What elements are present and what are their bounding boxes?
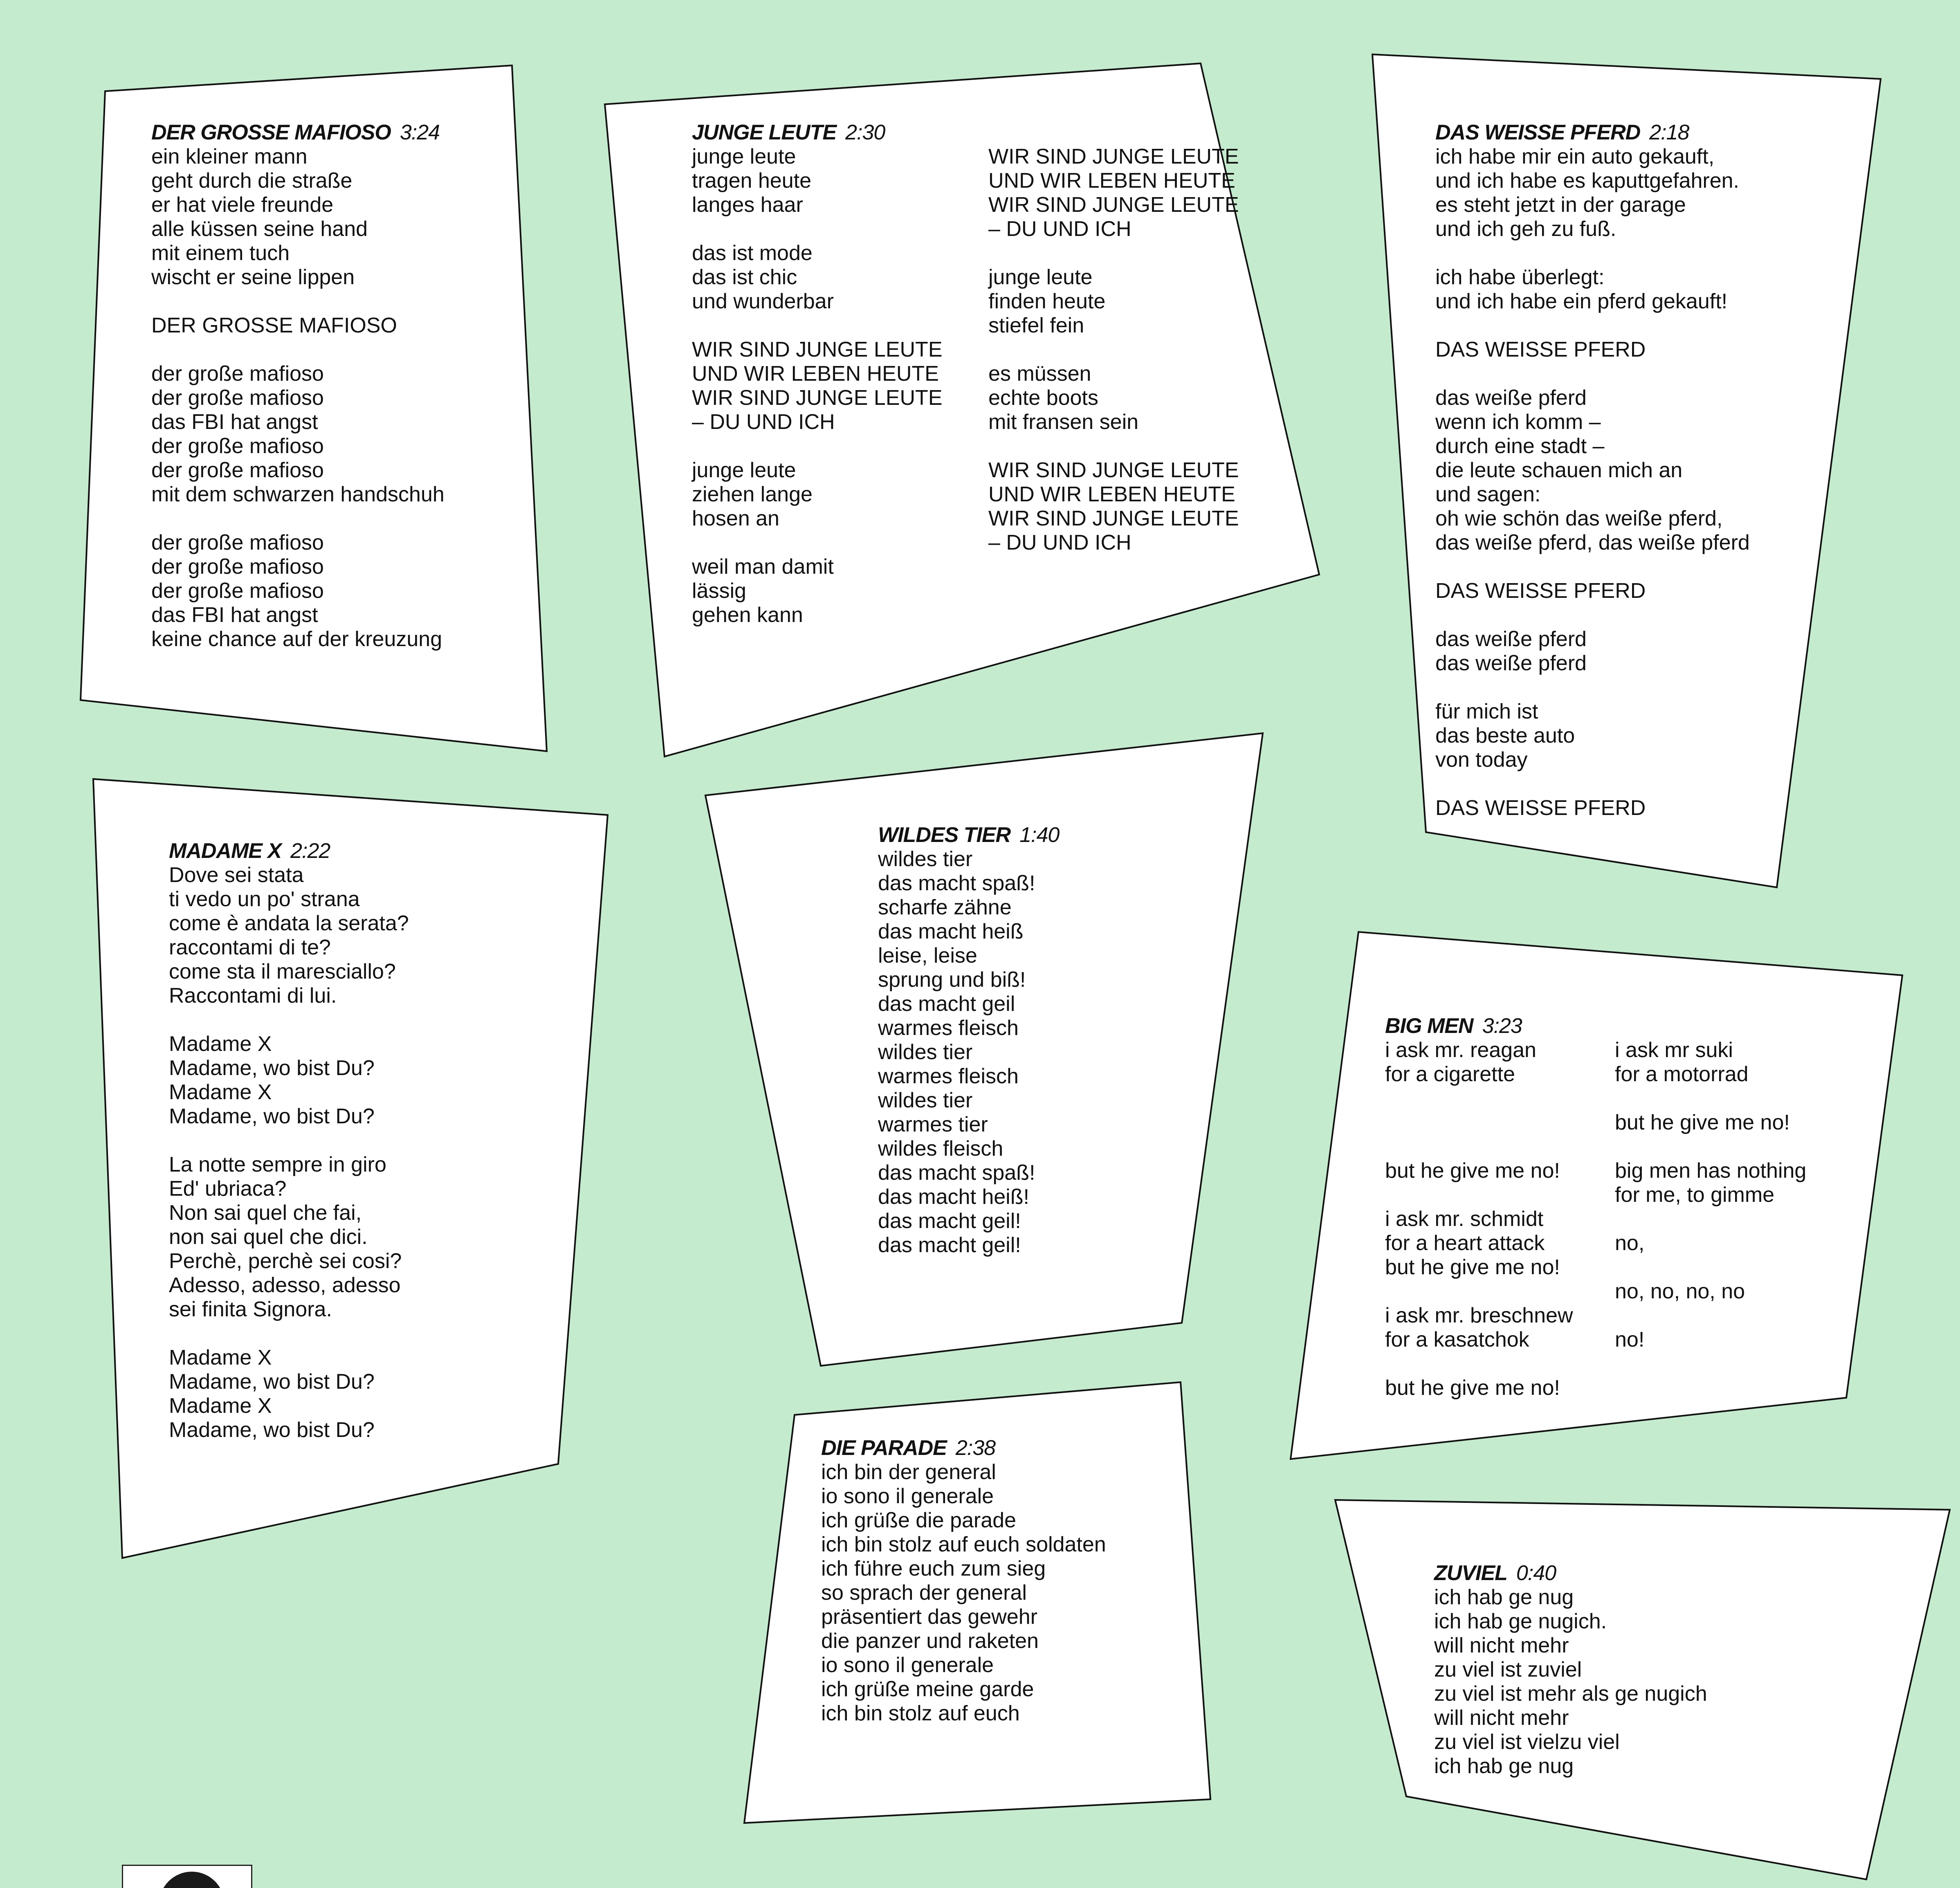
stanza bbox=[1615, 1328, 1806, 1352]
lyric-line: i ask mr. reagan bbox=[1385, 1038, 1536, 1062]
lyric-line: mit dem schwarzen handschuh bbox=[151, 483, 445, 506]
lyric-line: er hat viele freunde bbox=[151, 193, 334, 217]
song-title bbox=[878, 823, 1059, 847]
lyric-line: wildes fleisch bbox=[878, 1137, 1004, 1161]
record-label-logo bbox=[122, 1865, 252, 1888]
lyric-line: i ask mr suki bbox=[1615, 1038, 1733, 1062]
lyric-line: der große mafioso bbox=[151, 434, 324, 458]
lyric-line: ich grüße die parade bbox=[821, 1509, 1016, 1532]
stanza bbox=[1615, 1159, 1806, 1207]
lyric-line: der große mafioso bbox=[151, 579, 324, 603]
lyric-line: durch eine stadt – bbox=[1435, 434, 1605, 458]
lyric-line: der große mafioso bbox=[151, 458, 324, 482]
lyric-column bbox=[878, 847, 1035, 1257]
stanza bbox=[1435, 145, 1750, 241]
song-title bbox=[821, 1436, 995, 1460]
stanza bbox=[1615, 1038, 1806, 1087]
lyric-line: das ist chic bbox=[692, 265, 797, 289]
stanza bbox=[1385, 1111, 1573, 1135]
lyric-line: but he give me no! bbox=[1385, 1376, 1560, 1400]
lyric-line: von today bbox=[1435, 748, 1528, 772]
lyric-column bbox=[169, 863, 409, 1442]
stanza bbox=[1385, 1159, 1573, 1183]
song-duration: 2:22 bbox=[290, 839, 330, 863]
lyric-line: zu viel ist mehr als ge nugich bbox=[1434, 1682, 1707, 1706]
song-title bbox=[1435, 121, 1689, 145]
lyric-line: ich grüße meine garde bbox=[821, 1677, 1034, 1701]
stanza bbox=[151, 531, 445, 651]
lyric-line: und sagen: bbox=[1435, 483, 1541, 506]
lyric-line: und ich geh zu fuß. bbox=[1435, 217, 1616, 241]
song-title-text: BIG MEN bbox=[1385, 1014, 1473, 1038]
lyric-line: warmes fleisch bbox=[878, 1064, 1019, 1088]
lyric-line: echte boots bbox=[988, 386, 1098, 410]
lyric-line: das macht geil! bbox=[878, 1233, 1021, 1257]
song-junge-leute bbox=[692, 121, 1239, 651]
lyric-line: der große mafioso bbox=[151, 555, 324, 579]
lyric-line: wildes tier bbox=[878, 1040, 973, 1064]
lyric-line: leise, leise bbox=[878, 944, 977, 968]
lyric-line: weil man damit bbox=[692, 555, 834, 579]
lyric-line: – DU UND ICH bbox=[988, 531, 1132, 555]
stanza bbox=[988, 362, 1239, 434]
lyric-line: Non sai quel che fai, bbox=[169, 1201, 362, 1225]
lyric-line: junge leute bbox=[692, 145, 796, 168]
song-title-text: ZUVIEL bbox=[1434, 1561, 1507, 1585]
lyric-line: DER GROSSE MAFIOSO bbox=[151, 314, 397, 337]
stanza bbox=[692, 241, 943, 314]
stanza bbox=[169, 1032, 409, 1129]
song-title-text: DAS WEISSE PFERD bbox=[1435, 121, 1641, 144]
lyric-line: will nicht mehr bbox=[1434, 1634, 1569, 1657]
lyric-line: mit fransen sein bbox=[988, 410, 1139, 434]
song-duration: 3:23 bbox=[1482, 1014, 1522, 1038]
lyric-line: warmes tier bbox=[878, 1113, 988, 1136]
lyric-line: Adesso, adesso, adesso bbox=[169, 1273, 401, 1297]
lyric-column bbox=[151, 145, 445, 651]
lyric-line: alle küssen seine hand bbox=[151, 217, 368, 241]
lyric-line: for a heart attack bbox=[1385, 1231, 1545, 1255]
song-title-text: JUNGE LEUTE bbox=[692, 121, 837, 144]
lyric-line: wildes tier bbox=[878, 1089, 973, 1112]
lyric-line: come è andata la serata? bbox=[169, 911, 409, 935]
song-duration: 1:40 bbox=[1019, 823, 1060, 847]
song-title bbox=[169, 839, 330, 863]
lyric-line: präsentiert das gewehr bbox=[821, 1605, 1037, 1629]
lyric-line: wildes tier bbox=[878, 847, 973, 871]
lyric-line: der große mafioso bbox=[151, 362, 324, 386]
lyric-line: wenn ich komm – bbox=[1435, 410, 1601, 434]
song-die-parade bbox=[821, 1436, 1106, 1750]
lyric-line: for a kasatchok bbox=[1385, 1328, 1529, 1351]
lyric-line: das beste auto bbox=[1435, 724, 1575, 748]
lyric-line: junge leute bbox=[692, 458, 796, 482]
lyric-line: for a motorrad bbox=[1615, 1062, 1749, 1086]
lyric-line: oh wie schön das weiße pferd, bbox=[1435, 507, 1723, 530]
lyric-line: UND WIR LEBEN HEUTE bbox=[988, 169, 1235, 193]
song-duration: 2:38 bbox=[955, 1436, 996, 1460]
stanza bbox=[692, 338, 943, 434]
lyric-line: non sai quel che dici. bbox=[169, 1225, 368, 1249]
stanza bbox=[1385, 1376, 1573, 1400]
lyric-column bbox=[1385, 1038, 1573, 1400]
lyric-line: das weiße pferd bbox=[1435, 651, 1587, 675]
song-zuviel bbox=[1434, 1561, 1707, 1803]
stanza bbox=[1385, 1038, 1573, 1087]
song-lyrics bbox=[151, 145, 445, 676]
stanza bbox=[1434, 1585, 1707, 1778]
song-das-weisse-pferd bbox=[1435, 121, 1750, 844]
lyric-line: es müssen bbox=[988, 362, 1091, 386]
lyric-line: der große mafioso bbox=[151, 531, 324, 555]
lyric-line: ich bin stolz auf euch soldaten bbox=[821, 1533, 1106, 1556]
lyric-line: WIR SIND JUNGE LEUTE bbox=[692, 386, 943, 410]
lyric-line: das ist mode bbox=[692, 241, 813, 265]
lyric-line: das weiße pferd bbox=[1435, 386, 1587, 410]
lyric-line: Madame, wo bist Du? bbox=[169, 1418, 375, 1442]
lyric-line: das macht spaß! bbox=[878, 871, 1035, 895]
lyric-line: big men has nothing bbox=[1615, 1159, 1807, 1183]
lyric-line: stiefel fein bbox=[988, 314, 1084, 337]
song-lyrics bbox=[1434, 1585, 1707, 1803]
lyric-line: warmes fleisch bbox=[878, 1016, 1019, 1040]
lyric-line: Perchè, perchè sei cosi? bbox=[169, 1249, 402, 1273]
song-wildes-tier bbox=[878, 823, 1059, 1282]
stanza bbox=[878, 847, 1035, 1257]
lyric-line: geht durch die straße bbox=[151, 169, 352, 193]
lyric-line: WIR SIND JUNGE LEUTE bbox=[988, 458, 1239, 482]
lyric-line: ziehen lange bbox=[692, 483, 813, 506]
lyric-line: wischt er seine lippen bbox=[151, 265, 355, 289]
stanza bbox=[988, 458, 1239, 555]
lyric-line: das weiße pferd, das weiße pferd bbox=[1435, 531, 1750, 555]
stanza bbox=[988, 265, 1239, 338]
lyric-line: i ask mr. breschnew bbox=[1385, 1304, 1573, 1327]
song-duration: 2:18 bbox=[1649, 121, 1689, 144]
lyric-line: ich hab ge nug bbox=[1434, 1754, 1574, 1778]
stanza bbox=[821, 1460, 1106, 1726]
lyric-line: das macht heiß! bbox=[878, 1185, 1029, 1209]
lyric-line: io sono il generale bbox=[821, 1484, 994, 1508]
song-duration: 0:40 bbox=[1516, 1561, 1556, 1585]
lyric-line: Ed' ubriaca? bbox=[169, 1177, 287, 1201]
song-lyrics bbox=[821, 1460, 1106, 1750]
lyric-line: so sprach der general bbox=[821, 1581, 1027, 1605]
lyric-line: ich hab ge nugich. bbox=[1434, 1610, 1607, 1633]
stanza bbox=[169, 1346, 409, 1442]
lyric-line: tragen heute bbox=[692, 169, 812, 193]
song-title-text: DER GROSSE MAFIOSO bbox=[151, 121, 391, 144]
lyric-line: keine chance auf der kreuzung bbox=[151, 627, 442, 651]
lyric-line: WIR SIND JUNGE LEUTE bbox=[988, 507, 1239, 530]
lyric-line: ich hab ge nug bbox=[1434, 1585, 1574, 1609]
stanza bbox=[1385, 1304, 1573, 1352]
lyric-line: mit einem tuch bbox=[151, 241, 290, 265]
stanza bbox=[1435, 579, 1750, 603]
lyric-line: das macht spaß! bbox=[878, 1161, 1035, 1185]
lyric-line: es steht jetzt in der garage bbox=[1435, 193, 1686, 217]
lyric-line: gehen kann bbox=[692, 603, 803, 627]
lyric-line: no! bbox=[1615, 1328, 1645, 1351]
lyric-line: io sono il generale bbox=[821, 1653, 994, 1677]
lyric-line: sei finita Signora. bbox=[169, 1298, 332, 1321]
lyric-line: La notte sempre in giro bbox=[169, 1153, 386, 1176]
song-title-text: DIE PARADE bbox=[821, 1436, 947, 1460]
lyric-line: die leute schauen mich an bbox=[1435, 458, 1683, 482]
song-lyrics bbox=[692, 145, 1239, 651]
lyric-line: will nicht mehr bbox=[1434, 1706, 1569, 1730]
lyric-line: Madame X bbox=[169, 1346, 272, 1369]
stanza bbox=[988, 145, 1239, 241]
lyric-line: but he give me no! bbox=[1615, 1111, 1790, 1134]
lyric-line: ich bin der general bbox=[821, 1460, 996, 1484]
lyric-line: ich führe euch zum sieg bbox=[821, 1557, 1046, 1580]
lyric-line: junge leute bbox=[988, 265, 1093, 289]
lyric-column bbox=[1615, 1038, 1806, 1352]
song-lyrics bbox=[878, 847, 1059, 1282]
lyric-line: finden heute bbox=[988, 290, 1106, 313]
lyric-line: für mich ist bbox=[1435, 700, 1538, 723]
song-lyrics bbox=[1435, 145, 1750, 844]
lyric-line: langes haar bbox=[692, 193, 803, 217]
lyric-line: Raccontami di lui. bbox=[169, 984, 337, 1008]
lyric-line: und ich habe es kaputtgefahren. bbox=[1435, 169, 1740, 193]
song-duration: 3:24 bbox=[400, 121, 440, 144]
stanza bbox=[1435, 265, 1750, 314]
lyric-line: das macht heiß bbox=[878, 920, 1024, 943]
stanza bbox=[1435, 627, 1750, 676]
lyric-line: die panzer und raketen bbox=[821, 1629, 1039, 1653]
lyric-line: no, bbox=[1615, 1231, 1645, 1255]
lyric-line: but he give me no! bbox=[1385, 1255, 1560, 1279]
lyric-line: – DU UND ICH bbox=[692, 410, 835, 434]
song-duration: 2:30 bbox=[845, 121, 885, 144]
stanza bbox=[692, 555, 943, 627]
song-title-text: MADAME X bbox=[169, 839, 282, 863]
lyric-line: und ich habe ein pferd gekauft! bbox=[1435, 290, 1728, 313]
lyric-line: das macht geil! bbox=[878, 1209, 1021, 1233]
lyric-line: zu viel ist vielzu viel bbox=[1434, 1730, 1620, 1754]
lyric-line: sprung und biß! bbox=[878, 968, 1026, 992]
lyric-line: Madame X bbox=[169, 1394, 272, 1418]
lyric-column bbox=[1434, 1585, 1707, 1778]
stanza bbox=[1615, 1280, 1806, 1304]
lyric-line: hosen an bbox=[692, 507, 779, 530]
stanza bbox=[169, 863, 409, 1008]
lyric-line: no, no, no, no bbox=[1615, 1280, 1745, 1303]
stanza bbox=[692, 458, 943, 531]
song-big-men bbox=[1385, 1014, 1807, 1424]
lyric-line: Madame X bbox=[169, 1032, 272, 1056]
panel-big-men bbox=[1291, 932, 1902, 1459]
stanza bbox=[1385, 1207, 1573, 1280]
lyric-line: ein kleiner mann bbox=[151, 145, 308, 168]
lyric-line: Madame, wo bist Du? bbox=[169, 1370, 375, 1394]
song-lyrics bbox=[1385, 1038, 1807, 1424]
stanza bbox=[151, 145, 445, 290]
lyric-column bbox=[821, 1460, 1106, 1726]
lyric-line: das macht geil bbox=[878, 992, 1015, 1016]
lyric-line: UND WIR LEBEN HEUTE bbox=[988, 483, 1235, 506]
lyric-line: Madame X bbox=[169, 1080, 272, 1104]
lyric-line: DAS WEISSE PFERD bbox=[1435, 796, 1646, 820]
stanza bbox=[151, 362, 445, 507]
stanza bbox=[1615, 1111, 1806, 1135]
stanza bbox=[1435, 700, 1750, 772]
lyric-line: for a cigarette bbox=[1385, 1062, 1515, 1086]
lyric-line: zu viel ist zuviel bbox=[1434, 1658, 1582, 1681]
lyric-line: ich habe mir ein auto gekauft, bbox=[1435, 145, 1715, 168]
lyric-line: Dove sei stata bbox=[169, 863, 304, 887]
song-title-text: WILDES TIER bbox=[878, 823, 1011, 847]
lyric-line: come sta il maresciallo? bbox=[169, 960, 396, 983]
lyric-line: raccontami di te? bbox=[169, 936, 331, 959]
lyric-line: i ask mr. schmidt bbox=[1385, 1207, 1544, 1231]
lyric-line: UND WIR LEBEN HEUTE bbox=[692, 362, 939, 386]
lyric-line: WIR SIND JUNGE LEUTE bbox=[988, 145, 1239, 168]
lyric-line: Madame, wo bist Du? bbox=[169, 1056, 375, 1080]
song-lyrics bbox=[169, 863, 409, 1466]
lyric-column bbox=[1435, 145, 1750, 820]
lyric-line: ich bin stolz auf euch bbox=[821, 1702, 1020, 1725]
lyric-line bbox=[1385, 1111, 1573, 1135]
stanza bbox=[151, 314, 445, 338]
lyric-line: ti vedo un po' strana bbox=[169, 887, 360, 911]
stanza bbox=[1435, 796, 1750, 820]
lyric-line: der große mafioso bbox=[151, 386, 324, 410]
lyric-line: DAS WEISSE PFERD bbox=[1435, 579, 1646, 603]
stanza bbox=[1435, 386, 1750, 555]
lyric-line: das FBI hat angst bbox=[151, 603, 318, 627]
lyric-line: WIR SIND JUNGE LEUTE bbox=[988, 193, 1239, 217]
lyric-line: WIR SIND JUNGE LEUTE bbox=[692, 338, 943, 361]
lyric-line: but he give me no! bbox=[1385, 1159, 1560, 1183]
lyric-line: und wunderbar bbox=[692, 290, 834, 313]
lyric-line: Madame, wo bist Du? bbox=[169, 1105, 375, 1128]
lyric-column bbox=[988, 145, 1239, 555]
lyric-line: ich habe überlegt: bbox=[1435, 265, 1605, 289]
stanza bbox=[169, 1153, 409, 1322]
lyric-line: das weiße pferd bbox=[1435, 627, 1587, 651]
song-title bbox=[692, 121, 885, 145]
lyric-line: lässig bbox=[692, 579, 746, 603]
song-der-grosse-mafioso bbox=[151, 121, 445, 676]
lyric-column bbox=[692, 145, 943, 627]
song-title bbox=[1434, 1561, 1556, 1585]
lyric-line: for me, to gimme bbox=[1615, 1183, 1775, 1207]
lyric-line: das FBI hat angst bbox=[151, 410, 318, 434]
label-disc-icon bbox=[159, 1872, 225, 1888]
song-title bbox=[151, 121, 440, 145]
lyric-line: DAS WEISSE PFERD bbox=[1435, 338, 1646, 361]
stanza bbox=[1435, 338, 1750, 362]
song-madame-x bbox=[169, 839, 409, 1466]
stanza bbox=[692, 145, 943, 217]
song-title bbox=[1385, 1014, 1522, 1038]
lyric-line: – DU UND ICH bbox=[988, 217, 1132, 241]
stanza bbox=[1615, 1231, 1806, 1255]
lyric-line: scharfe zähne bbox=[878, 896, 1012, 919]
